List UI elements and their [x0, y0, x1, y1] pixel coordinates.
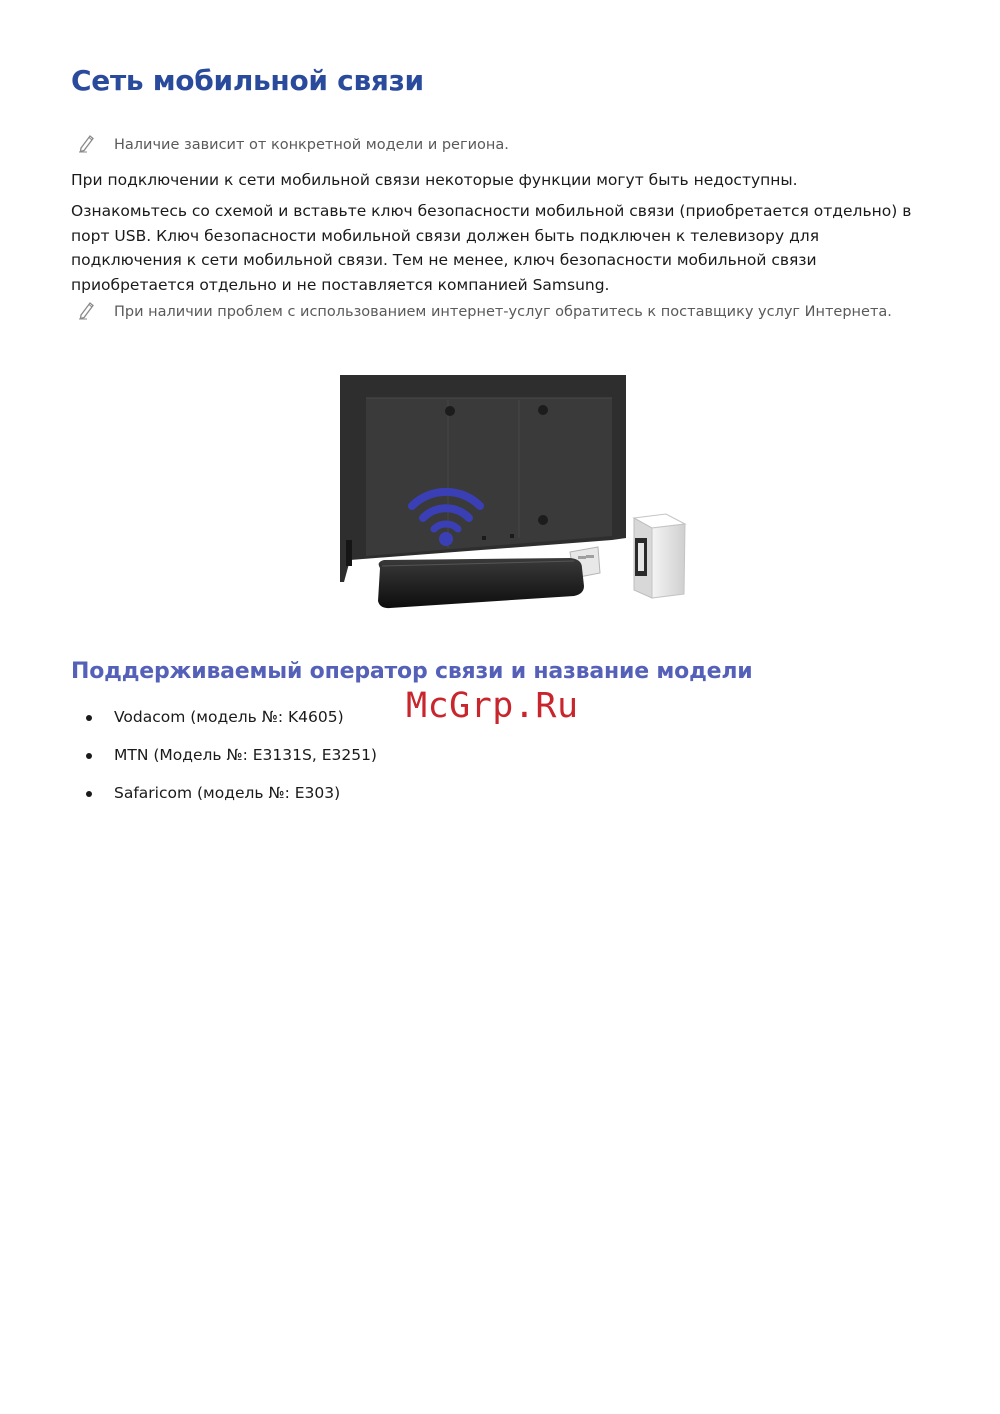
- list-item-text: Safaricom (модель №: E303): [114, 784, 341, 802]
- pencil-note-icon: [78, 133, 96, 153]
- page-title: Сеть мобильной связи: [71, 64, 424, 97]
- pencil-note-icon: [78, 300, 96, 320]
- paragraph-limited-functions: При подключении к сети мобильной связи некоторые функции могут быть недоступны.: [71, 171, 798, 189]
- tv-dongle-illustration: [330, 368, 700, 618]
- list-item-text: MTN (Модель №: E3131S, E3251): [114, 746, 377, 764]
- paragraph-instructions: Ознакомьтесь со схемой и вставьте ключ безопасности мобильной связи (приобретается отдельно) в порт USB. Ключ безопасности мобильной связи должен быть подключен к телевизору для подключения к сети мобильной связи. Тем не менее, ключ безопасности мобильной связи приобретается отдельно и не поставляется компанией Samsung.: [71, 202, 912, 294]
- list-item-text: Vodacom (модель №: K4605): [114, 708, 344, 726]
- bullet: [86, 791, 92, 797]
- usb-dongle: [378, 547, 600, 608]
- section-title-supported-operators: Поддерживаемый оператор связи и название модели: [71, 659, 753, 684]
- watermark: McGrp.Ru: [406, 686, 579, 726]
- usb-port-adapter: [634, 514, 685, 598]
- bullet: [86, 715, 92, 721]
- note-text: При наличии проблем с использованием интернет-услуг обратитесь к поставщику услуг Интернета.: [114, 304, 892, 320]
- bullet: [86, 753, 92, 759]
- note-text: Наличие зависит от конкретной модели и региона.: [114, 137, 509, 153]
